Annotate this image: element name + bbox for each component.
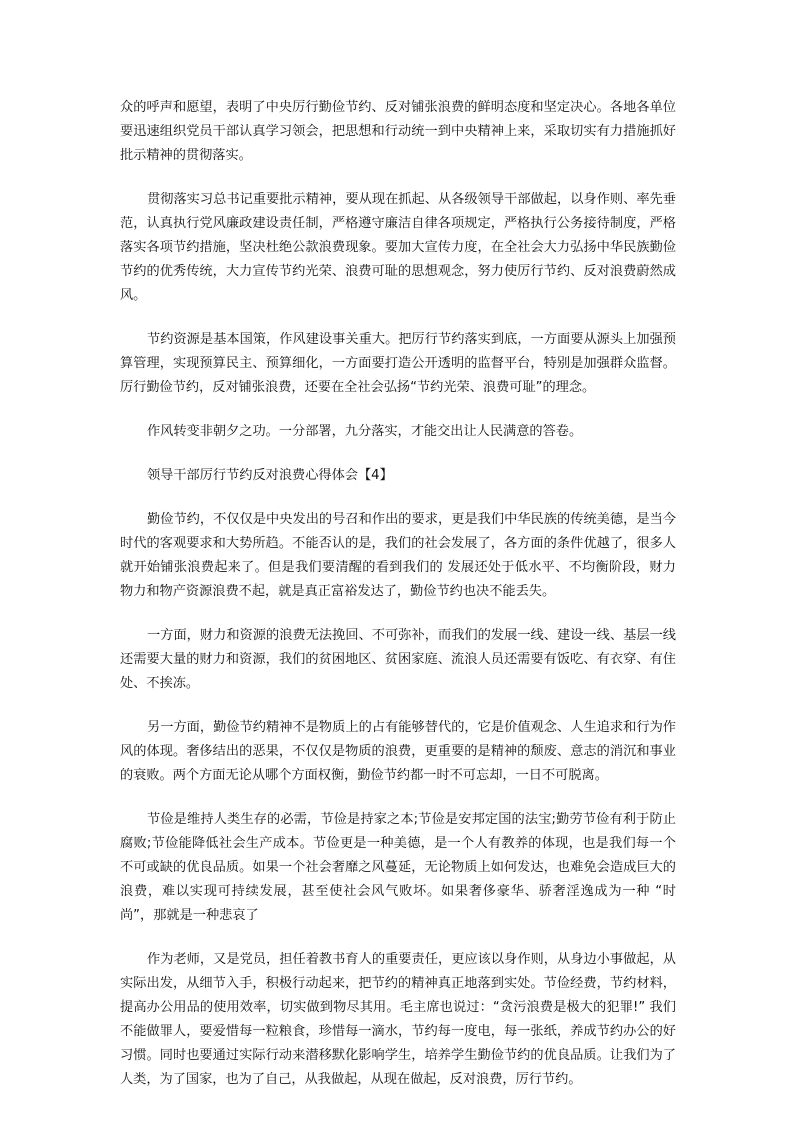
paragraph: 勤俭节约，不仅仅是中央发出的号召和作出的要求，更是我们中华民族的传统美德，是当今时代的客观要求和大势所趋。不能否认的是，我们的社会发展了，各方面的条件优越了，很多人就开始铺张浪费起来了。但是我们要清醒的看到我们的 发展还处于低水平、不均衡阶段，财力物力和物产资源浪费不起，就是真正富裕发达了，勤俭节约也决不能丢失。: [120, 512, 676, 599]
paragraph: 作为老师，又是党员，担任着教书育人的重要责任，更应该以身作则，从身边小事做起，从实际出发，从细节入手，积极行动起来，把节约的精神真正地落到实处。节俭经费，节约材料，提高办公用品的使用效率，切实做到物尽其用。毛主席也说过：“贪污浪费是极大的犯罪!” 我们不能做罪人，要爱惜每一粒粮食，珍惜每一滴水，节约每一度电，每一张纸，养成节约办公的好习惯。同时也要通过实际行动来潜移默化影响学生，培养学生勤俭节约的优良品质。让我们为了人类，为了国家，也为了自己，从我做起，从现在做起，反对浪费，厉行节约。: [120, 952, 676, 1087]
paragraph: 一方面，财力和资源的浪费无法挽回、不可弥补，而我们的发展一线、建设一线、基层一线还需要大量的财力和资源，我们的贫困地区、贫困家庭、流浪人员还需要有饭吃、有衣穿、有住处、不挨冻。: [120, 628, 676, 691]
paragraph: 节俭是维持人类生存的必需，节俭是持家之本;节俭是安邦定国的法宝;勤劳节俭有利于防止腐败;节俭能降低社会生产成本。节俭更是一种美德，是一个人有教养的体现，也是我们每一个不可或缺的优良品质。如果一个社会奢靡之风蔓延，无论物质上如何发达，也难免会造成巨大的浪费，难以实现可持续发展，甚至使社会风气败坏。如果奢侈豪华、骄奢淫逸成为一种 “时尚”，那就是一种悲哀了: [120, 812, 676, 923]
paragraph: 贯彻落实习总书记重要批示精神，要从现在抓起、从各级领导干部做起，以身作则、率先垂范，认真执行党风廉政建设责任制，严格遵守廉洁自律各项规定，严格执行公务接待制度，严格落实各项节约措施，坚决杜绝公款浪费现象。要加大宣传力度，在全社会大力弘扬中华民族勤俭节约的优秀传统，大力宣传节约光荣、浪费可耻的思想观念，努力使厉行节约、反对浪费蔚然成风。: [120, 192, 676, 303]
paragraph: 节约资源是基本国策，作风建设事关重大。把厉行节约落实到底，一方面要从源头上加强预算管理，实现预算民主、预算细化，一方面要打造公开透明的监督平台，特别是加强群众监督。厉行勤俭节约，反对铺张浪费，还要在全社会弘扬“节约光荣、浪费可耻”的理念。: [120, 332, 676, 395]
document-page: [120, 96, 676, 1112]
paragraph: 众的呼声和愿望，表明了中央厉行勤俭节约、反对铺张浪费的鲜明态度和坚定决心。各地各单位要迅速组织党员干部认真学习领会，把思想和行动统一到中央精神上来，采取切实有力措施抓好批示精神的贯彻落实。: [120, 100, 676, 163]
paragraph: 另一方面，勤俭节约精神不是物质上的占有能够替代的，它是价值观念、人生追求和行为作风的体现。奢侈结出的恶果，不仅仅是物质的浪费，更重要的是精神的颓废、意志的消沉和事业的衰败。两个方面无论从哪个方面权衡，勤俭节约都一时不可忘却，一日不可脱离。: [120, 720, 676, 783]
paragraph: 作风转变非朝夕之功。一分部署，九分落实，才能交出让人民满意的答卷。: [147, 424, 583, 439]
section-heading: 领导干部厉行节约反对浪费心得体会【4】: [147, 468, 393, 483]
